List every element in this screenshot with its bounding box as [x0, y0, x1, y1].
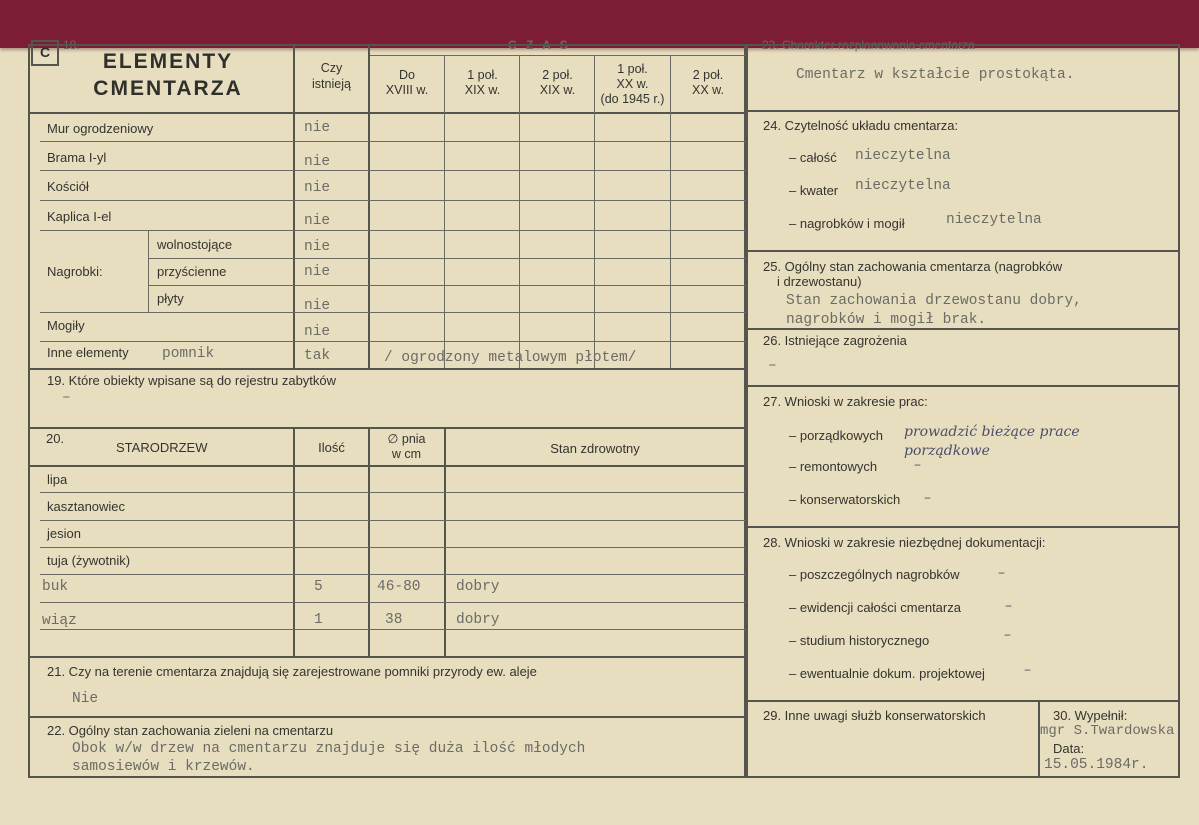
q27-value-remontowych: –	[914, 457, 921, 473]
q25-top-rule	[746, 250, 1180, 252]
section-letter-box: C	[31, 40, 59, 66]
q28-value-projektowej: –	[1024, 662, 1031, 678]
col-pnia: ∅ pnia w cm	[387, 432, 426, 461]
col-period-xx-2: 2 poł. XX w.	[692, 68, 724, 97]
q27-item-konserwatorskich: – konserwatorskich	[789, 492, 901, 507]
q28-item-nagrobkow: – poszczególnych nagrobków	[789, 567, 960, 582]
starodrzew-row-rule	[40, 574, 746, 575]
q19-label: 19. Które obiekty wpisane są do rejestru zabytków	[47, 373, 337, 388]
starodrzew-row-rule	[40, 520, 746, 521]
q21-value: Nie	[72, 691, 99, 707]
elements-row-rule	[40, 170, 746, 171]
q28-top-rule	[746, 526, 1180, 528]
period-header-rule	[369, 55, 746, 56]
nagrobki-value-przyscienne: nie	[304, 264, 331, 280]
q30-divider	[1038, 700, 1040, 778]
q22-line2: samosiewów i krzewów.	[72, 759, 255, 775]
col-period-xviii: Do XVIII w.	[385, 68, 429, 97]
starodrzew-top-rule	[28, 427, 746, 429]
nagrobki-sub-divider	[148, 231, 149, 312]
q26-top-rule	[746, 328, 1180, 330]
col-period-xx-1: 1 poł. XX w. (do 1945 r.)	[600, 62, 665, 106]
starodrzew-number: 20.	[46, 431, 65, 446]
q27-value-porzadkowych: prowadzić bieżące prace	[904, 424, 1080, 440]
q24-top-rule	[746, 110, 1180, 112]
q27-label: 27. Wnioski w zakresie prac:	[763, 394, 928, 409]
tree-name-kasztanowiec: kasztanowiec	[47, 499, 126, 514]
q25-label-line2: i drzewostanu)	[777, 274, 862, 289]
q30-date-label: Data:	[1053, 741, 1085, 756]
tree-stan-wiaz: dobry	[456, 612, 500, 628]
inne-elementy-label: Inne elementy	[47, 345, 129, 360]
starodrzew-row-rule	[40, 629, 746, 630]
nagrobki-item-plyty: płyty	[157, 291, 184, 306]
q24-item-kwater: – kwater	[789, 183, 839, 198]
q30-date: 15.05.1984r.	[1044, 757, 1149, 773]
nagrobki-item-wolnostojace: wolnostojące	[157, 237, 233, 252]
element-label-brama: Brama I-yl	[47, 150, 107, 165]
q27-item-remontowych: – remontowych	[789, 459, 878, 474]
elements-col-divider	[670, 55, 671, 368]
header-stub-czas: C Z A S	[508, 38, 571, 52]
q23-value: Cmentarz w kształcie prostokąta.	[796, 67, 1075, 83]
mogily-label: Mogiły	[47, 318, 85, 333]
q25-line1: Stan zachowania drzewostanu dobry,	[786, 293, 1082, 309]
elements-row-rule	[40, 341, 746, 342]
inne-elementy-value: tak	[304, 348, 331, 364]
header-stub-q23: 23. Charakter rozplanowania cmentarza	[762, 38, 975, 52]
tree-stan-buk: dobry	[456, 579, 500, 595]
tree-name-tuja: tuja (żywotnik)	[47, 553, 131, 568]
q21-top-rule	[28, 656, 746, 658]
q24-value-kwater: nieczytelna	[855, 178, 951, 194]
elements-row-rule	[148, 285, 746, 286]
q24-label: 24. Czytelność układu cmentarza:	[763, 118, 959, 133]
mogily-value: nie	[304, 324, 331, 340]
q29-top-rule	[746, 700, 1180, 702]
col-period-xix-1: 1 poł. XIX w.	[464, 68, 501, 97]
elements-title	[48, 48, 288, 102]
nagrobki-value-plyty: nie	[304, 298, 331, 314]
q28-label: 28. Wnioski w zakresie niezbędnej dokumentacji:	[763, 535, 1046, 550]
q24-item-nagrobkow: – nagrobków i mogił	[789, 216, 905, 231]
tree-pnia-wiaz: 38	[385, 612, 403, 628]
tree-name-wiaz: wiąz	[42, 613, 77, 629]
starodrzew-title: STARODRZEW	[116, 440, 208, 455]
starodrzew-col-divider	[293, 427, 295, 656]
elements-title-line1: ELEMENTY	[102, 50, 234, 73]
q25-line2: nagrobków i mogił brak.	[786, 312, 987, 328]
q27-top-rule	[746, 385, 1180, 387]
nagrobki-value-wolnostojace: nie	[304, 239, 331, 255]
elements-title-line2: CMENTARZA	[93, 77, 243, 100]
starodrzew-row-rule	[40, 547, 746, 548]
tree-name-lipa: lipa	[47, 472, 68, 487]
q24-value-nagrobkow: nieczytelna	[946, 212, 1042, 228]
col-period-xix-2: 2 poł. XIX w.	[539, 68, 576, 97]
q19-top-rule	[28, 368, 746, 370]
element-label-mur: Mur ogrodzeniowy	[47, 121, 154, 136]
element-value-mur: nie	[304, 120, 331, 136]
elements-col-divider	[293, 44, 295, 368]
q19-value: –	[62, 390, 71, 406]
elements-col-divider	[368, 44, 370, 368]
q28-item-ewidencji: – ewidencji całości cmentarza	[789, 600, 961, 615]
col-czy-istnieja: Czy istnieją	[312, 61, 351, 91]
q28-item-studium: – studium historycznego	[789, 633, 930, 648]
col-stan-zdrowotny: Stan zdrowotny	[550, 441, 640, 456]
inne-elementy-note: / ogrodzony metalowym płotem/	[384, 350, 637, 366]
q28-item-projektowej: – ewentualnie dokum. projektowej	[789, 666, 985, 681]
q27-value2-porzadkowych: porządkowe	[904, 443, 990, 459]
elements-header-rule	[28, 112, 746, 114]
element-value-kaplica: nie	[304, 213, 331, 229]
q24-value-calosc: nieczytelna	[855, 148, 951, 164]
nagrobki-item-przyscienne: przyścienne	[157, 264, 227, 279]
elements-row-rule	[40, 200, 746, 201]
q28-value-nagrobkow: –	[998, 565, 1005, 581]
element-value-brama: nie	[304, 154, 331, 170]
tree-name-buk: buk	[42, 579, 69, 595]
q25-label-line1: 25. Ogólny stan zachowania cmentarza (nagrobków	[763, 259, 1063, 274]
q26-label: 26. Istniejące zagrożenia	[763, 333, 907, 348]
starodrzew-row-rule	[40, 602, 746, 603]
q30-label: 30. Wypełnił:	[1053, 708, 1128, 723]
q28-value-studium: –	[1004, 627, 1011, 643]
q28-value-ewidencji: –	[1005, 598, 1012, 614]
header-stub-number: 18.	[63, 38, 80, 52]
element-value-kosciol: nie	[304, 180, 331, 196]
elements-col-divider	[519, 55, 520, 368]
q21-label: 21. Czy na terenie cmentarza znajdują się zarejestrowane pomniki przyrody ew. aleje	[47, 664, 537, 679]
tree-name-jesion: jesion	[47, 526, 81, 541]
q26-value: –	[768, 358, 777, 374]
starodrzew-col-divider	[368, 427, 370, 656]
starodrzew-row-rule	[40, 492, 746, 493]
col-ilosc: Ilość	[318, 440, 345, 455]
starodrzew-header-rule	[28, 465, 746, 467]
nagrobki-label: Nagrobki:	[47, 264, 103, 279]
elements-row-rule	[40, 230, 746, 231]
starodrzew-col-divider	[444, 427, 446, 656]
tree-pnia-buk: 46-80	[377, 579, 421, 595]
element-label-kaplica: Kaplica I-el	[47, 209, 112, 224]
inne-elementy-detail: pomnik	[162, 346, 215, 362]
q27-item-porzadkowych: – porządkowych	[789, 428, 883, 443]
element-label-kosciol: Kościół	[47, 179, 89, 194]
elements-col-divider	[444, 55, 445, 368]
tree-ilosc-buk: 5	[314, 579, 323, 595]
q29-label: 29. Inne uwagi służb konserwatorskich	[763, 708, 986, 723]
elements-row-rule	[40, 141, 746, 142]
folder-band	[0, 0, 1199, 48]
q22-top-rule	[28, 716, 746, 718]
elements-col-divider	[594, 55, 595, 368]
q22-line1: Obok w/w drzew na cmentarzu znajduje się duża ilość młodych	[72, 741, 586, 757]
q22-label: 22. Ogólny stan zachowania zieleni na cmentarzu	[47, 723, 334, 738]
tree-ilosc-wiaz: 1	[314, 612, 323, 628]
elements-row-rule	[148, 258, 746, 259]
q27-value-konserwatorskich: –	[924, 490, 931, 506]
q30-name: mgr S.Twardowska	[1040, 723, 1175, 739]
elements-row-rule	[40, 312, 746, 313]
q24-item-calosc: – całość	[789, 150, 837, 165]
